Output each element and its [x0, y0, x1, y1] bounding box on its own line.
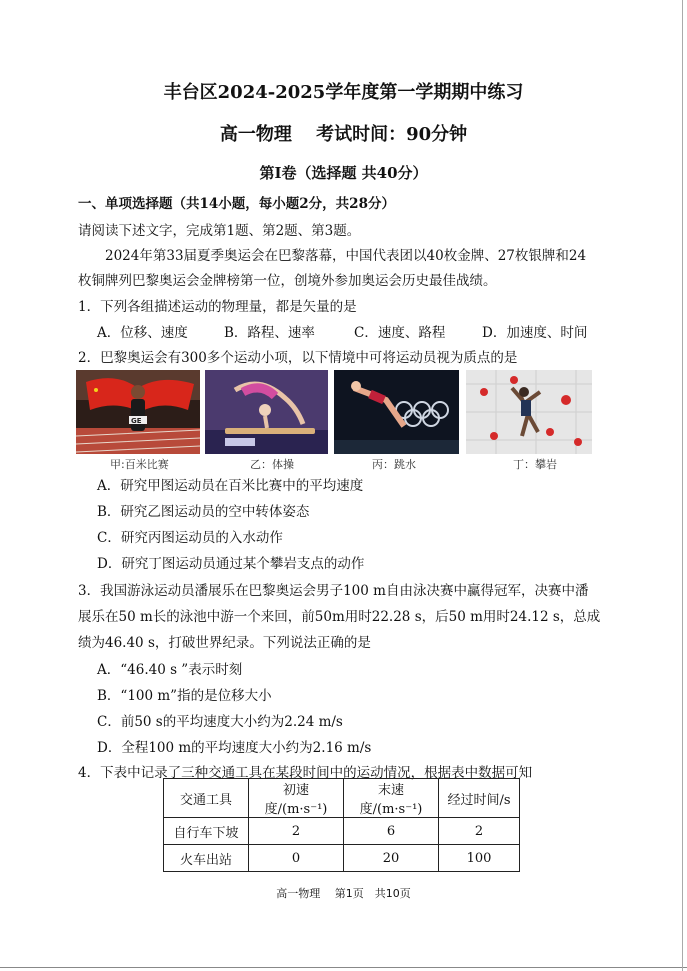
exam-subtitle: 高一物理 考试时间：90分钟	[219, 124, 468, 145]
table-cell: 20	[344, 845, 439, 872]
bib-label: GE	[131, 417, 142, 425]
passage-line-1: 2024年第33届夏季奥运会在巴黎落幕，中国代表团以40枚金牌、27枚银牌和24	[105, 248, 587, 264]
caption-sprint: 甲:百米比赛	[110, 458, 169, 471]
q2-option-b: B．研究乙图运动员的空中转体姿态	[97, 504, 310, 520]
table-header-row	[164, 779, 520, 818]
table-cell: 火车出站	[164, 845, 249, 872]
question-3-stem-line-3: 绩为46.40 s，打破世界纪录。下列说法正确的是	[78, 635, 371, 651]
table-cell: 自行车下坡	[164, 818, 249, 845]
caption-gymnastics: 乙：体操	[250, 458, 294, 471]
gymnastics-photo	[205, 370, 328, 454]
table-row	[164, 845, 520, 872]
table-header-cell: 初速度/(m·s⁻¹)	[249, 779, 344, 818]
page-footer: 高一物理 第1页 共10页	[276, 887, 411, 900]
section-heading: 一、单项选择题（共14小题，每小题2分，共28分）	[78, 196, 395, 212]
q1-option-d: D．加速度、时间	[482, 325, 588, 341]
q3-option-d: D．全程100 m的平均速度大小约为2.16 m/s	[97, 740, 372, 756]
exam-title: 丰台区2024-2025学年度第一学期期中练习	[163, 82, 524, 103]
question-3-stem-line-2: 展乐在50 m长的泳池中游一个来回，前50m用时22.28 s，后50 m用时24.12 s，总成	[78, 609, 601, 625]
q3-option-b: B．“100 m”指的是位移大小	[97, 688, 272, 704]
climbing-photo	[466, 370, 592, 454]
q2-option-c: C．研究丙图运动员的入水动作	[97, 530, 283, 546]
table-header-cell: 交通工具	[164, 779, 249, 818]
page-right-border	[682, 0, 683, 971]
question-3-stem-line-1: 3．我国游泳运动员潘展乐在巴黎奥运会男子100 m自由泳决赛中赢得冠军，决赛中潘	[78, 583, 589, 599]
diving-photo	[334, 370, 459, 454]
question-4-stem: 4．下表中记录了三种交通工具在某段时间中的运动情况，根据表中数据可知	[78, 765, 533, 781]
caption-diving: 丙：跳水	[372, 458, 416, 471]
table-row	[164, 818, 520, 845]
page-bottom-border	[0, 967, 687, 968]
table-cell: 0	[249, 845, 344, 872]
q1-option-a: A．位移、速度	[97, 325, 188, 341]
q1-option-b: B．路程、速率	[224, 325, 315, 341]
q2-option-a: A．研究甲图运动员在百米比赛中的平均速度	[97, 478, 364, 494]
sprint-photo	[76, 370, 200, 454]
caption-climbing: 丁：攀岩	[513, 458, 557, 471]
question-1-stem: 1．下列各组描述运动的物理量，都是矢量的是	[78, 299, 357, 315]
q2-option-d: D．研究丁图运动员通过某个攀岩支点的动作	[97, 556, 365, 572]
motion-table	[163, 778, 520, 872]
passage-line-2: 枚铜牌列巴黎奥运会金牌榜第一位，创境外参加奥运会历史最佳战绩。	[78, 273, 497, 289]
table-cell: 100	[439, 845, 520, 872]
table-header-cell: 经过时间/s	[439, 779, 520, 818]
table-cell: 2	[439, 818, 520, 845]
table-header-cell: 末速度/(m·s⁻¹)	[344, 779, 439, 818]
question-2-stem: 2．巴黎奥运会有300多个运动小项，以下情境中可将运动员视为质点的是	[78, 350, 518, 366]
table-cell: 6	[344, 818, 439, 845]
volume-heading: 第Ⅰ卷（选择题 共40分）	[259, 164, 428, 182]
table-cell: 2	[249, 818, 344, 845]
q3-option-a: A．“46.40 s ”表示时刻	[97, 662, 243, 678]
q3-option-c: C．前50 s的平均速度大小约为2.24 m/s	[97, 714, 343, 730]
reading-intro: 请阅读下述文字，完成第1题、第2题、第3题。	[78, 223, 361, 239]
q1-option-c: C．速度、路程	[354, 325, 446, 341]
